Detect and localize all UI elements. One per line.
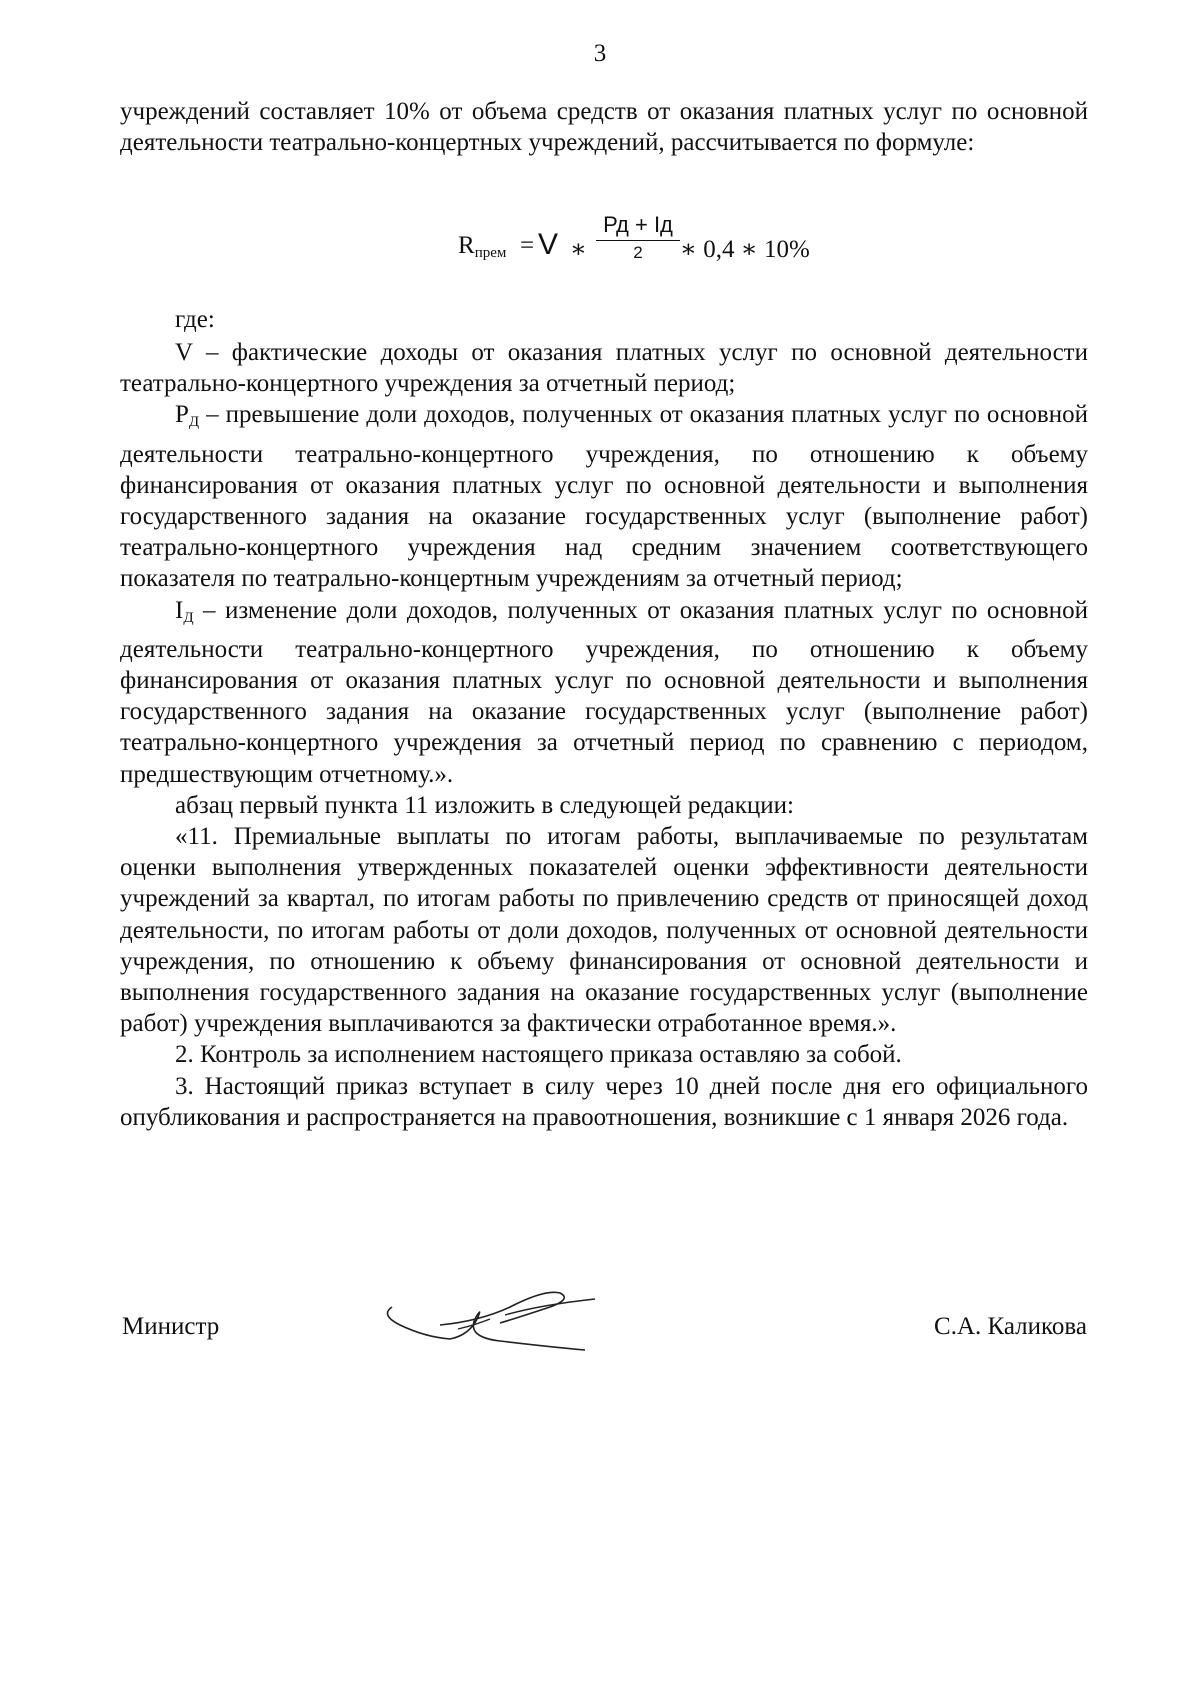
formula-numerator: Рд + Iд — [603, 212, 673, 237]
fraction-bar — [596, 240, 680, 241]
intro-paragraph: учреждений составляет 10% от объема средств от оказания платных услуг по основной деятельности театрально-концертных учреждений, рассчитывается по формуле: — [120, 98, 1088, 157]
signatory-name: С.А. Каликова — [934, 1313, 1087, 1340]
clause-2: 2. Контроль за исполнением настоящего приказа оставляю за собой. — [175, 1041, 902, 1069]
formula-v: V — [538, 228, 559, 261]
where-label: где: — [175, 306, 215, 333]
definitions-block — [120, 337, 1088, 1133]
formula-denominator: 2 — [633, 243, 643, 262]
formula-tail: ∗ 0,4 ∗ 10% — [680, 236, 810, 263]
handwritten-signature — [380, 1277, 640, 1357]
formula-equals: = — [520, 232, 535, 259]
page-number: 3 — [593, 40, 607, 67]
formula — [458, 212, 858, 282]
definition-id: $I_Д$ – изменение доли доходов, полученных от оказания платных услуг по основной деятельности театрально-концертного учреждения, по отношению к объему финансирования от оказания платных услуг по основной деятельности и выполнения государственного задания на оказание государственных услуг (выполнение работ) театрально-концертного учреждения за отчетный период по сравнению с периодом, предшествующим отчетному.». — [120, 596, 1088, 788]
definition-rd: $Р_Д$ – превышение доли доходов, полученных от оказания платных услуг по основной деятельности театрально-концертного учреждения, по отношению к объему финансирования от оказания платных услуг по основной деятельности и выполнения государственного задания на оказание государственных услуг (выполнение работ) театрально-концертного учреждения над средним значением соответствующего показателя по театрально-концертным учреждениям за отчетный период; — [120, 401, 1088, 593]
document-body — [120, 96, 1088, 158]
definition-v: V – фактические доходы от оказания платных услуг по основной деятельности театрально-концертного учреждения за отчетный период; — [120, 339, 1088, 398]
amendment-text: «11. Премиальные выплаты по итогам работы, выплачиваемые по результатам оценки выполнения утвержденных показателей оценки эффективности деятельности учреждений за квартал, по итогам работы по привлечению средств от приносящей доход деятельности, по итогам работы от доли доходов, полученных от основной деятельности учреждения, по отношению к объему финансирования от основной деятельности и выполнения государственного задания на оказание государственных услуг (выполнение работ) учреждения выплачиваются за фактически отработанное время.». — [120, 823, 1088, 1038]
amendment-intro: абзац первый пункта 11 изложить в следующей редакции: — [175, 791, 795, 819]
formula-fraction — [596, 212, 680, 263]
clause-3: 3. Настоящий приказ вступает в силу через 10 дней после дня его официального опубликования и распространяется на правоотношения, возникшие с 1 января 2026 года. — [120, 1072, 1088, 1131]
signature-block — [0, 1305, 1200, 1385]
signatory-role: Министр — [122, 1313, 220, 1340]
formula-lhs: $R_{прем}$ — [458, 232, 507, 261]
formula-multiply: ∗ — [570, 236, 587, 263]
